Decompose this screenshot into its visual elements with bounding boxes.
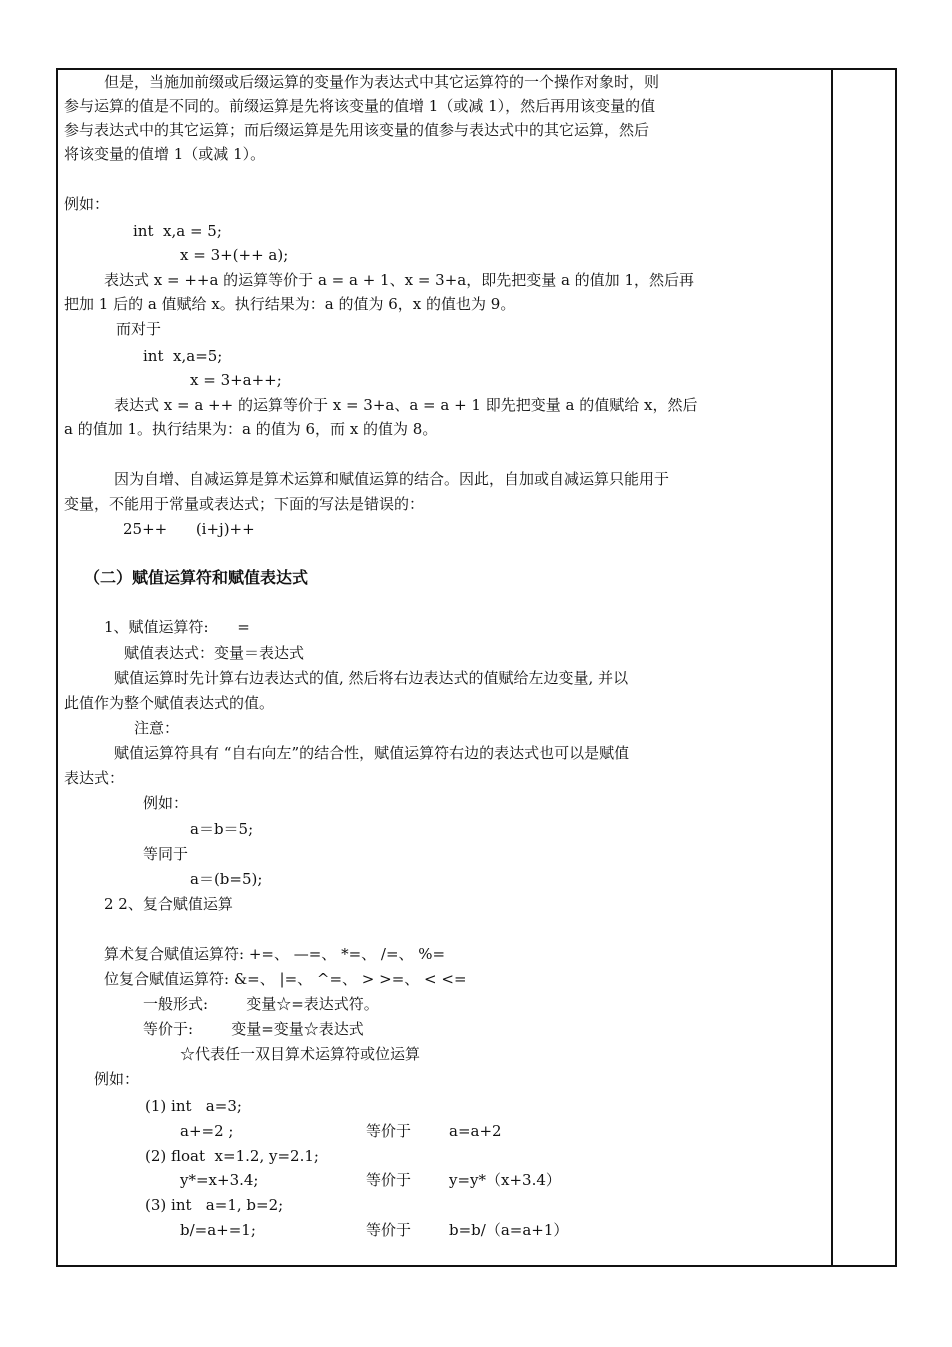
text-line: 例如： — [94, 1070, 140, 1088]
text-line: 而对于 — [116, 320, 162, 338]
text-line: 变量，不能用于常量或表达式；下面的写法是错误的： — [64, 495, 425, 513]
text-line: 参与表达式中的其它运算；而后缀运算是先用该变量的值参与表达式中的其它运算，然后 — [64, 121, 650, 139]
text-line: 但是，当施加前缀或后缀运算的变量作为表达式中其它运算符的一个操作对象时，则 — [104, 73, 660, 91]
text-line: 一般形式: 变量☆=表达式符。 — [143, 995, 379, 1013]
text-line: 此值作为整个赋值表达式的值。 — [64, 694, 275, 712]
code-line: 25++ (i+j)++ — [123, 520, 255, 538]
code-line: y=y*（x+3.4） — [449, 1171, 561, 1189]
code-line: x = 3+(++ a); — [180, 246, 289, 264]
code-line: b/=a+=1; — [180, 1221, 256, 1239]
section-heading: （二）赋值运算符和赋值表达式 — [84, 568, 309, 587]
text-line: 参与运算的值是不同的。前缀运算是先将该变量的值增 1（或减 1），然后再用该变量的值 — [64, 97, 656, 115]
code-line: int x,a=5; — [143, 347, 223, 365]
code-line: a＝(b=5); — [190, 870, 263, 888]
text-line: 赋值运算符具有 “自右向左”的结合性，赋值运算符右边的表达式也可以是赋值 — [114, 744, 630, 762]
code-line: (1) int a=3; — [145, 1097, 242, 1115]
text-line: 表达式： — [64, 769, 125, 787]
column-divider — [831, 68, 833, 1267]
text-line: 1、赋值运算符: = — [104, 618, 250, 636]
equiv-label: 等价于 — [366, 1122, 412, 1140]
code-line: (2) float x=1.2, y=2.1; — [145, 1147, 319, 1165]
text-line: 表达式 x = a ++ 的运算等价于 x = 3+a、a = a + 1 即先把变量 a 的值赋给 x，然后 — [114, 396, 698, 414]
text-line: 赋值表达式：变量＝表达式 — [124, 644, 305, 662]
code-line: x = 3+a++; — [190, 371, 282, 389]
code-line: a=a+2 — [449, 1122, 502, 1140]
text-line: 2 2、复合赋值运算 — [104, 895, 233, 913]
equiv-label: 等价于 — [366, 1171, 412, 1189]
text-line: 例如： — [143, 794, 189, 812]
text-line: 把加 1 后的 a 值赋给 x。执行结果为：a 的值为 6，x 的值也为 9。 — [64, 295, 516, 313]
code-line: int x,a = 5; — [133, 222, 222, 240]
text-line: 赋值运算时先计算右边表达式的值, 然后将右边表达式的值赋给左边变量, 并以 — [114, 669, 629, 687]
code-line: a＝b＝5; — [190, 820, 254, 838]
text-line: 将该变量的值增 1（或减 1）。 — [64, 145, 266, 163]
text-line: 算术复合赋值运算符: +=、 —=、 *=、 /=、 %= — [104, 945, 446, 963]
text-line: 等同于 — [143, 845, 189, 863]
code-line: (3) int a=1, b=2; — [145, 1196, 284, 1214]
code-line: b=b/（a=a+1） — [449, 1221, 569, 1239]
equiv-label: 等价于 — [366, 1221, 412, 1239]
text-line: 注意： — [134, 719, 180, 737]
text-line: 等价于: 变量=变量☆表达式 — [143, 1020, 364, 1038]
text-line: 表达式 x = ++a 的运算等价于 a = a + 1、x = 3+a，即先把变量 a 的值加 1，然后再 — [104, 271, 694, 289]
text-line: 因为自增、自减运算是算术运算和赋值运算的结合。因此，自加或自减运算只能用于 — [114, 470, 670, 488]
text-line: a 的值加 1。执行结果为：a 的值为 6，而 x 的值为 8。 — [64, 420, 438, 438]
text-line: ☆代表任一双目算术运算符或位运算 — [180, 1045, 421, 1063]
code-line: y*=x+3.4; — [180, 1171, 259, 1189]
text-line: 例如： — [64, 195, 110, 213]
text-line: 位复合赋值运算符: &=、 |=、 ^=、 > >=、 < <= — [104, 970, 467, 988]
code-line: a+=2 ; — [180, 1122, 234, 1140]
